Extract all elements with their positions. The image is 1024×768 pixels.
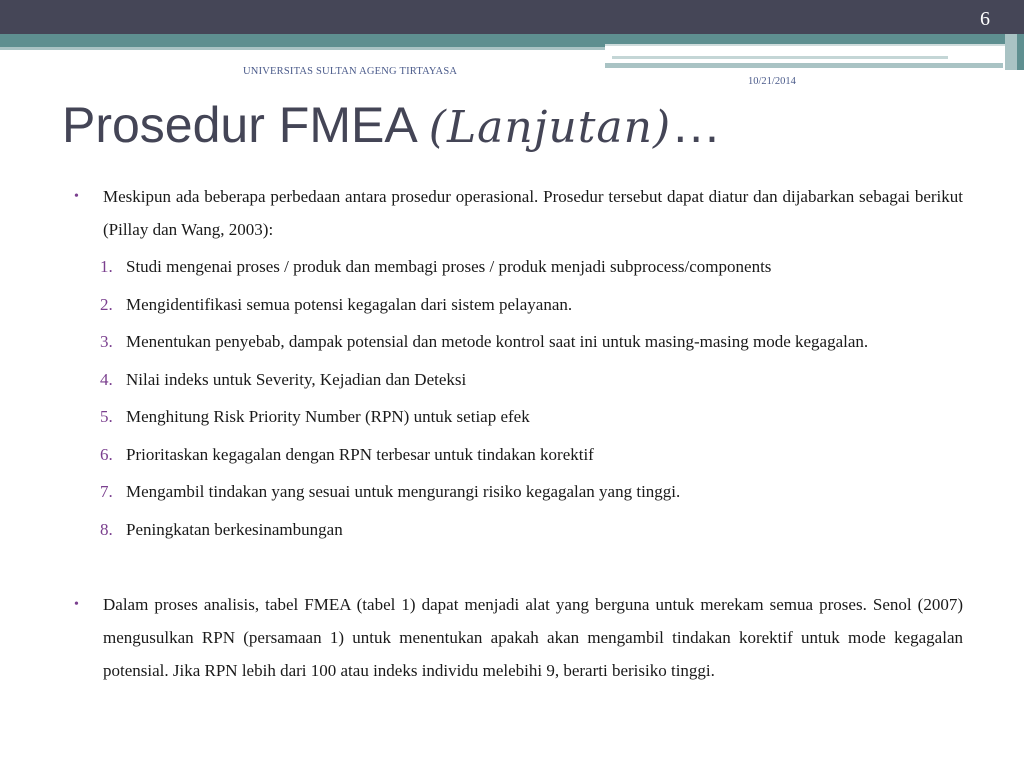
list-item	[70, 250, 963, 283]
step-text: Peningkatan berkesinambungan	[126, 519, 343, 539]
list-item	[70, 400, 963, 433]
list-item	[70, 513, 963, 546]
slide-number: 6	[980, 8, 990, 30]
bullet-icon: •	[74, 597, 79, 612]
step-number: 6.	[100, 444, 113, 464]
step-number: 7.	[100, 482, 113, 501]
list-item	[70, 325, 963, 358]
bullet-item	[70, 180, 963, 246]
step-number: 1.	[100, 257, 113, 276]
step-number: 4.	[100, 369, 113, 389]
step-text: Menghitung Risk Priority Number (RPN) untuk setiap efek	[126, 407, 530, 426]
title-suffix: …	[671, 97, 722, 153]
step-number: 5.	[100, 407, 113, 426]
decorative-stripe	[1017, 34, 1024, 70]
title-italic: (Lanjutan)	[428, 102, 672, 153]
decorative-stripe	[605, 44, 1005, 46]
title-main: Prosedur FMEA	[62, 97, 429, 153]
list-item	[70, 475, 963, 508]
procedure-steps-list	[70, 250, 963, 546]
list-item	[70, 288, 963, 321]
bullet-icon: •	[74, 189, 79, 204]
step-number: 2.	[100, 294, 113, 314]
slide-content	[70, 180, 963, 687]
list-item	[70, 438, 963, 471]
step-text: Prioritaskan kegagalan dengan RPN terbesar untuk tindakan korektif	[126, 444, 594, 464]
step-number: 3.	[100, 332, 113, 351]
bullet-item	[70, 588, 963, 687]
step-number: 8.	[100, 519, 113, 539]
step-text: Menentukan penyebab, dampak potensial dan metode kontrol saat ini untuk masing-masing mode kegagalan.	[126, 332, 869, 351]
step-text: Mengambil tindakan yang sesuai untuk mengurangi risiko kegagalan yang tinggi.	[126, 482, 681, 501]
bullet-text: Dalam proses analisis, tabel FMEA (tabel 1) dapat menjadi alat yang berguna untuk merekam semua proses. Senol (2007) mengusulkan RPN (persamaan 1) untuk menentukan apakah akan mengambil tindakan korektif untuk mode kegagalan potensial. Jika RPN lebih dari 100 atau indeks individu melebihi 9, berarti berisiko tinggi.	[103, 595, 963, 680]
decorative-stripe	[612, 56, 948, 59]
decorative-stripe	[605, 63, 1003, 68]
bullet-text: Meskipun ada beberapa perbedaan antara prosedur operasional. Prosedur tersebut dapat diatur dan dijabarkan sebagai berikut (Pillay dan Wang, 2003):	[103, 187, 963, 239]
step-text: Nilai indeks untuk Severity, Kejadian dan Deteksi	[126, 369, 467, 389]
step-text: Mengidentifikasi semua potensi kegagalan dari sistem pelayanan.	[126, 294, 573, 314]
list-item	[70, 363, 963, 396]
university-name: UNIVERSITAS SULTAN AGENG TIRTAYASA	[243, 66, 458, 77]
step-text: Studi mengenai proses / produk dan membagi proses / produk menjadi subprocess/components	[126, 257, 772, 276]
spacer	[70, 550, 963, 588]
slide-date: 10/21/2014	[748, 76, 796, 87]
top-banner-dark	[0, 0, 1024, 34]
slide-title	[62, 97, 722, 153]
